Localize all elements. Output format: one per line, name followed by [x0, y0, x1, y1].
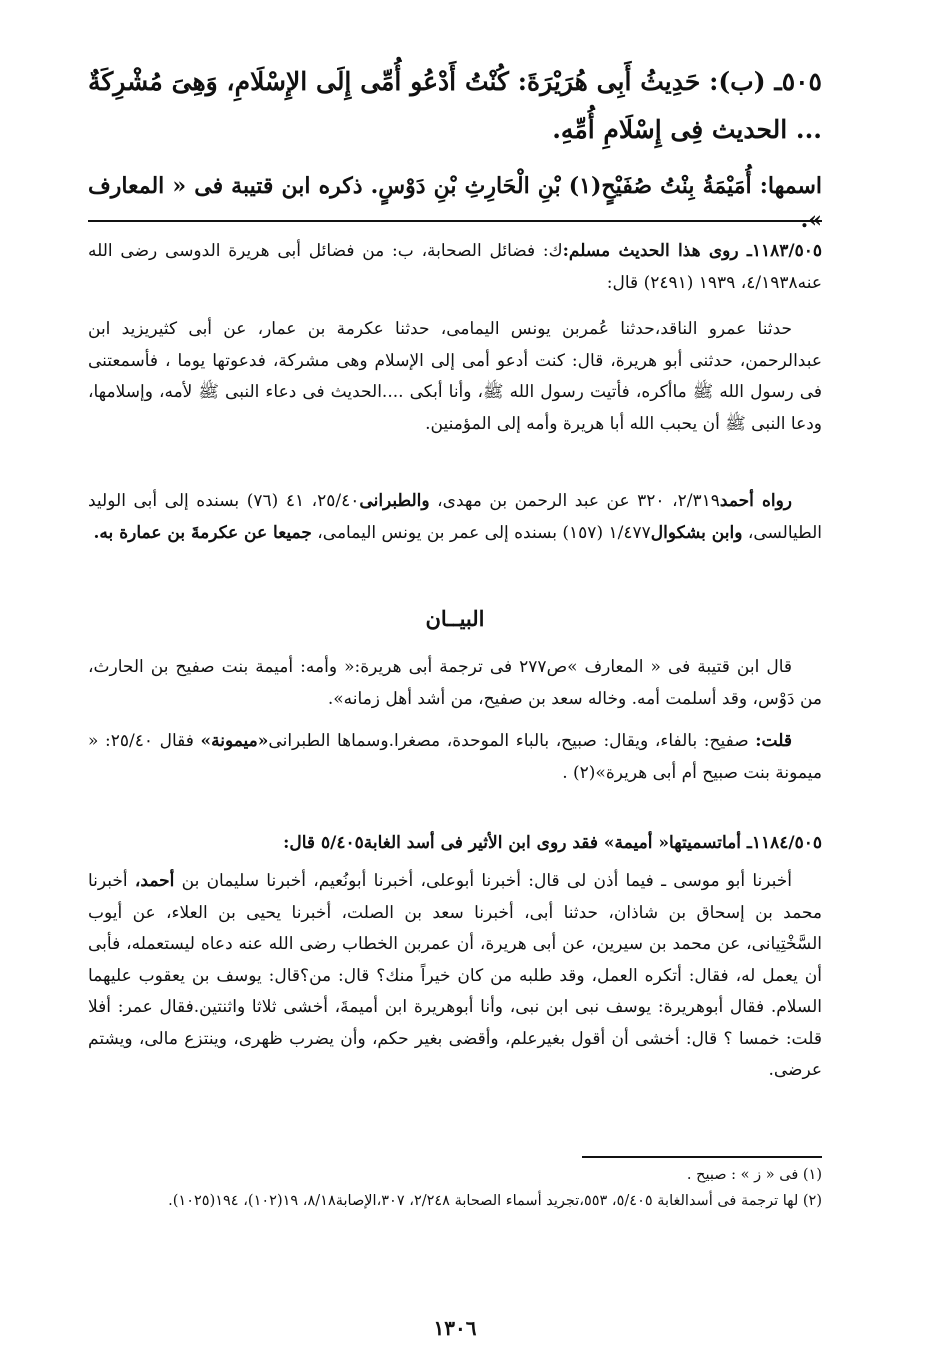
narrator-tabarani: والطبرانى: [359, 491, 430, 511]
hadith-subheading: اسمها: أُمَيْمَةُ بِنْتُ صُفَيْحٍ(١) بْنِ الْحَارِثِ بْنِ دَوْسٍ. ذكره ابن قتيبة فى « المعارف ».: [88, 173, 822, 233]
section-source: ك: فضائل الصحابة، ب: من فضائل أبى هريرة الدوسى رضى الله عنه٤/١٩٣٨، ١٩٣٩ (٢٤٩١) قال:: [88, 241, 822, 293]
ref-conclusion: جميعا عن عكرمةَ بن عمارة به.: [93, 522, 312, 543]
section-1183-heading: [88, 236, 822, 299]
footnote-1: (١) فى « ز » : صبيح .: [686, 1167, 822, 1183]
narrator-bashkuwal: وابن بشكوال: [650, 522, 743, 543]
isnad-text: أخبرنا أبو موسى ـ فيما أذن لى قال: أخبرنا أبوعلى، أخبرنا أبونُعيم، أخبرنا سليمان بن: [174, 871, 792, 891]
bayan-text-1: قال ابن قتيبة فى « المعارف »ص٢٧٧ فى ترجمة أبى هريرة:« وأمه: أميمة بنت صفيح بن الحارث، من دَوْس، وقد أسلمت أمه. وخاله سعد بن صفيح، من أشد أهل زمانه».: [88, 657, 822, 709]
section-1183-text: حدثنا عمرو الناقد،حدثنا عُمربن يونس اليمامى، حدثنا عكرمة بن عمار، عن أبى كثيريزيد ابن عبدالرحمن، حدثنى أبو هريرة، قال: كنت أدعو أمى إلى الإسلام وهى مشركة، فدعوتها يوما ، فأسمعتنى فى رسول الله ﷺ ماأكره، فأتيت رسول الله ﷺ، وأنا أبكى ....الحديث فى دعاء النبى ﷺ لأمه، وإسلامها، ودعا النبى ﷺ أن يحبب الله أبا هريرة وأمه إلى المؤمنين.: [88, 319, 822, 434]
section-1184-text: [88, 866, 822, 1087]
narrator-ahmad: رواه أحمد: [719, 491, 793, 511]
isnad-ahmad: أحمد،: [134, 871, 175, 891]
bayan-title: البيــان: [425, 606, 485, 631]
page: [88, 58, 822, 1348]
isnad-text: أخبرنا محمد بن إسحاق بن شاذان، حدثنا أبى، أخبرنا سعد بن الصلت، أخبرنا يحيى بن العلاء، عن أيوب السَّخْتِيانى، عن محمد بن سيرين، عن أبى هريرة، أن عمربن الخطاب رضى الله عنه دعاه ليستعمله، فأبى أن يعمل له، فقال: أتكره العمل، وقد طلبه من كان خيراً منك؟ قال: من؟قال: يوسف بن يعقوب عليهما السلام. فقال أبوهريرة: يوسف نبى ابن نبى، وأنا أبوهريرة ابن أميمةَ، أخشى ثلاثا واثنتين.فقال عمر: أفلا قلت: خمسا ؟ قال: أخشى أن أقول بغيرعلم، وأقضى بغير حكم، وأن يضرب ظهرى، وينتزع مالى، ويشتم عرضى.: [88, 871, 822, 1080]
top-divider: [88, 220, 822, 222]
bayan-note: صفيح: بالفاء، ويقال: صبيح، بالباء الموحدة، مصغرا.وسماها الطبرانى: [268, 731, 756, 751]
ref-text: ١/٤٧٧ (١٥٧) بسنده إلى عمر بن يونس اليمامى،: [311, 522, 651, 543]
bayan-note: فقال ٢٥/٤٠: « ميمونة بنت صبيح أم أبى هريرة»(٢) .: [88, 731, 822, 783]
hadith-heading: ٥٠٥ـ (ب): حَدِيثُ أَبِى هُرَيْرَةَ: كُنْتُ أَدْعُو أُمِّى إِلَى الإِسْلَامِ، وَهِىَ مُشْرِكَةٌ ... الحديث فِى إِسْلَامِ أُمِّهِ.: [88, 67, 822, 144]
section-number: ١١٨٣/٥٠٥ـ روى هذا الحديث مسلم:: [562, 241, 822, 261]
footnote-2: (٢) لها ترجمة فى أسدالغابة ٥/٤٠٥، ٥٥٣،تجريد أسماء الصحابة ٢/٢٤٨، ٣٠٧،الإصابة٨/١٨، ١٩(١٠٢)، ١٩٤(١٠٢٥).: [168, 1193, 822, 1209]
page-number: ١٣٠٦: [433, 1316, 477, 1340]
section-1184-heading: ١١٨٤/٥٠٥ـ أماتسميتها« أميمة» فقد روى ابن الأثير فى أسد الغابة٥/٤٠٥ قال:: [283, 833, 822, 853]
ref-text: ٢٥/٤٠، ٤١ (٧٦) بسنده إلى أبى الوليد الطيالسى،: [88, 491, 822, 543]
section-1183-takhrij: [88, 486, 822, 549]
maymuna-label: «ميمونة»: [200, 731, 269, 751]
ref-text: ٢/٣١٩، ٣٢٠ عن عبد الرحمن بن مهدى،: [429, 491, 720, 511]
qultu-label: قلت:: [755, 731, 792, 751]
footnote-divider: [582, 1156, 822, 1158]
bayan-text-2: [88, 726, 822, 789]
